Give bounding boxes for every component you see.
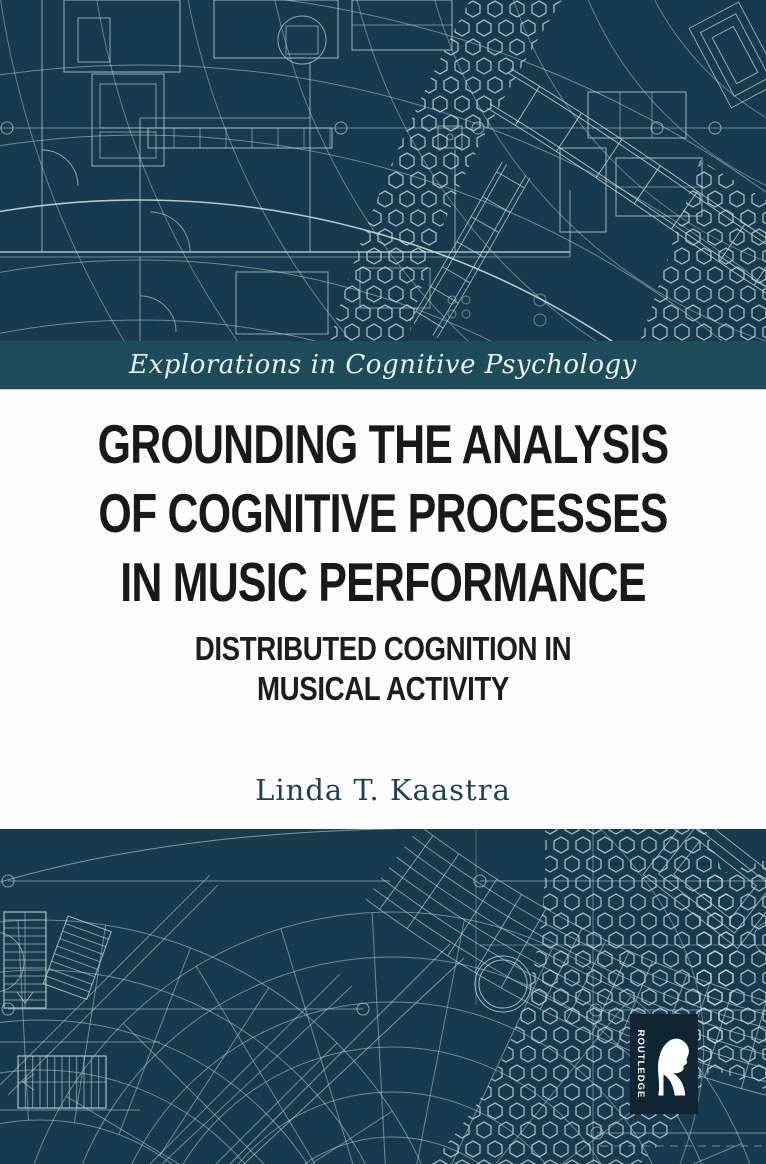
title-panel — [0, 389, 766, 829]
routledge-logo — [630, 1014, 698, 1114]
book-subtitle-line-1: DISTRIBUTED COGNITION IN — [194, 630, 572, 667]
book-subtitle — [0, 629, 766, 709]
book-title — [0, 410, 766, 617]
book-subtitle-line-2: MUSICAL ACTIVITY — [256, 670, 509, 707]
book-title-line-1: GROUNDING THE ANALYSIS — [97, 413, 669, 475]
book-title-line-3: IN MUSIC PERFORMANCE — [120, 551, 646, 613]
series-title: Explorations in Cognitive Psychology — [129, 350, 637, 380]
routledge-r-icon — [653, 1022, 695, 1106]
author-name: Linda T. Kaastra — [255, 773, 511, 807]
series-band — [0, 341, 766, 389]
routledge-wordmark: ROUTLEDGE — [635, 1029, 646, 1099]
book-title-line-2: OF COGNITIVE PROCESSES — [98, 482, 668, 544]
